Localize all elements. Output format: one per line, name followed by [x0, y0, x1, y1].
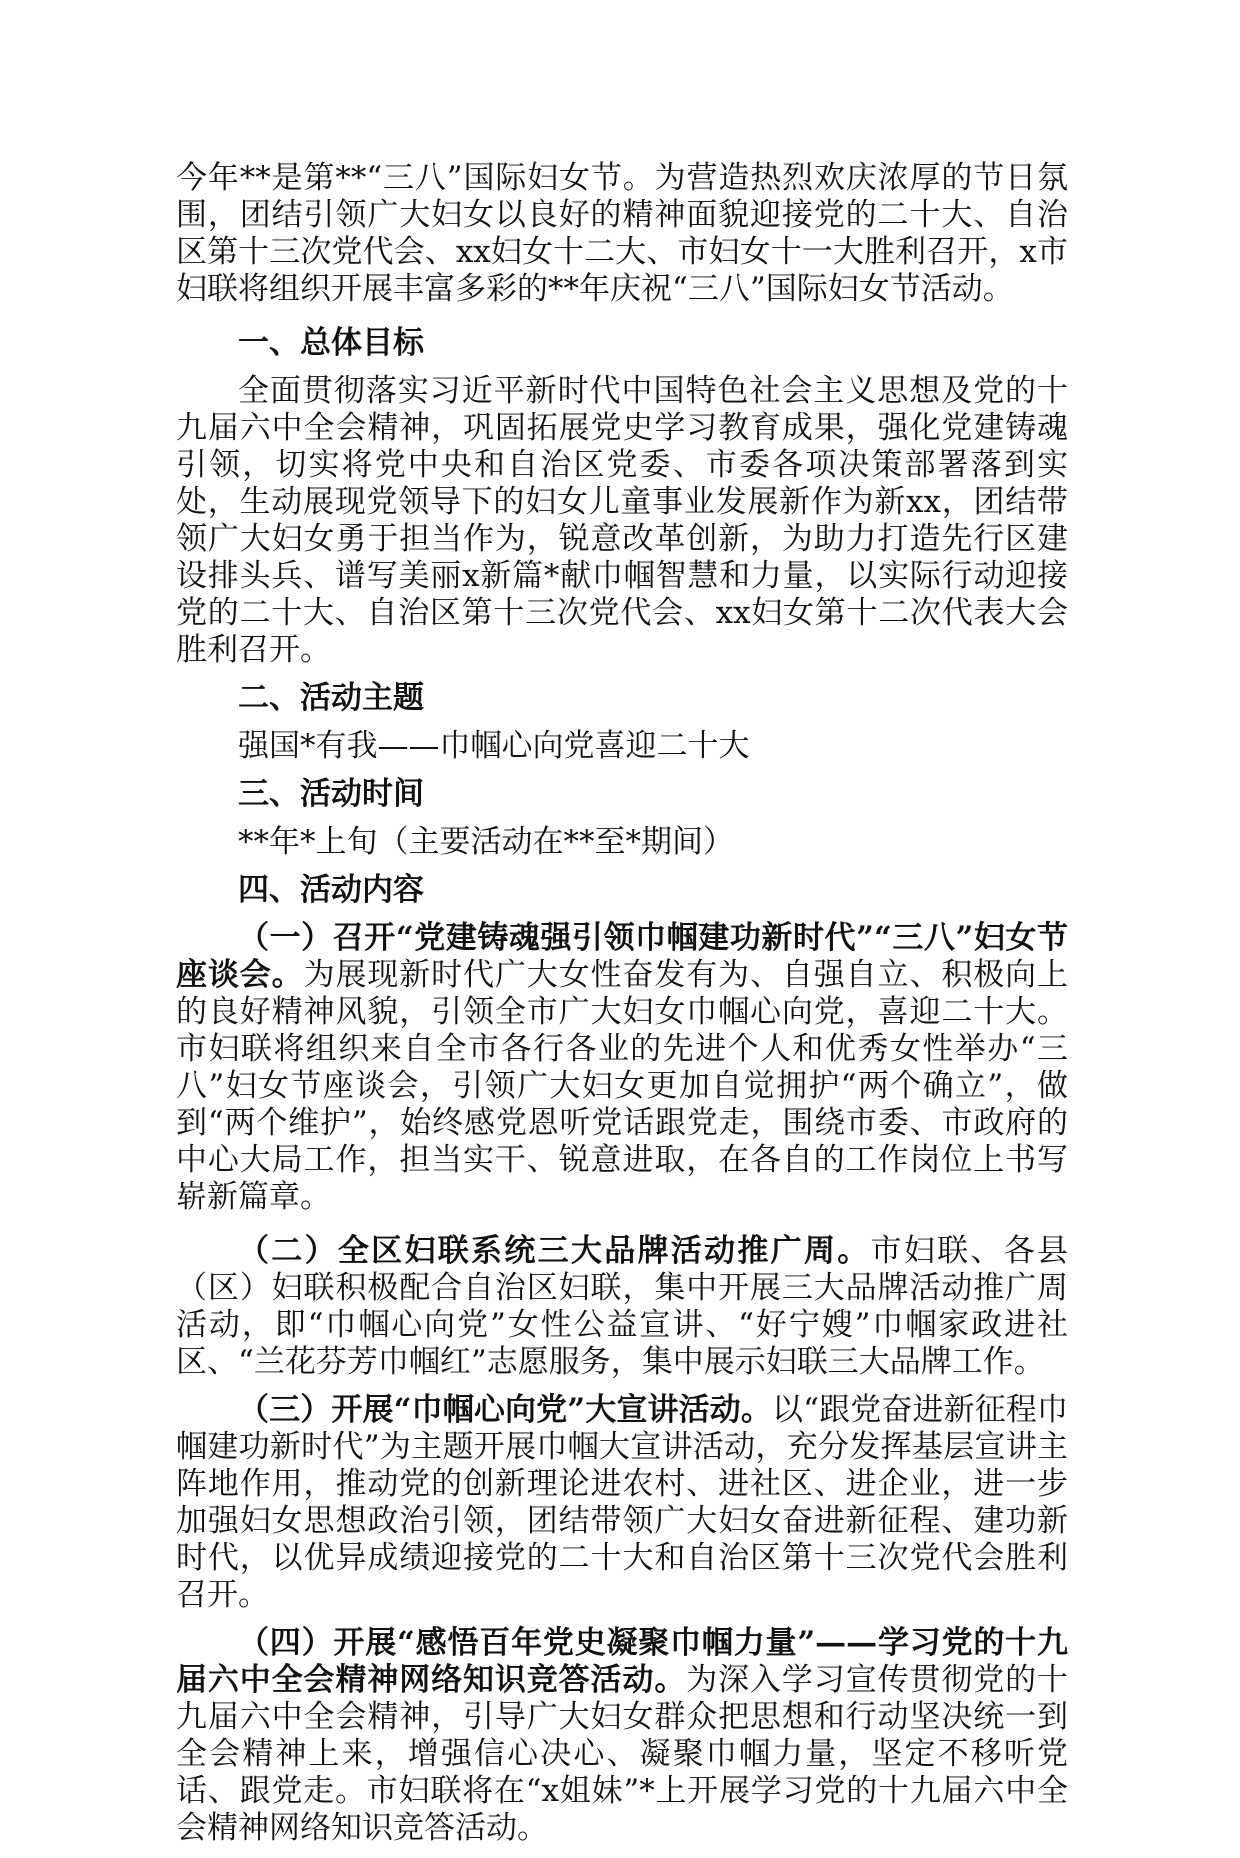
activity-title: （二）全区妇联系统三大品牌活动推广周。 — [238, 1233, 871, 1269]
section-body-goal: 全面贯彻落实习近平新时代中国特色社会主义思想及党的十九届六中全会精神，巩固拓展党史学习教育成果，强化党建铸魂引领，切实将党中央和自治区党委、市委各项决策部署落到实处，生动展现党领导下的妇女儿童事业发展新作为新xx，团结带领广大妇女勇于担当作为，锐意改革创新，为助力打造先行区建设排头兵、谱写美丽x新篇*献巾帼智慧和力量，以实际行动迎接党的二十大、自治区第十三次党代会、xx妇女第十二次代表大会胜利召开。 — [176, 373, 1068, 668]
document-page — [176, 160, 1068, 1858]
activity-title: （四）开展“感悟百年党史凝聚巾帼力量”——学习党的十九届六中全会精神网络知识竞答活动。 — [176, 1625, 1068, 1698]
intro-paragraph: 今年**是第**“三八”国际妇女节。为营造热烈欢庆浓厚的节日氛围，团结引领广大妇女以良好的精神面貌迎接党的二十大、自治区第十三次党代会、xx妇女十二大、市妇女十一大胜利召开，x市妇联将组织开展丰富多彩的**年庆祝“三八”国际妇女节活动。 — [176, 160, 1068, 307]
section-heading-goal: 一、总体目标 — [238, 325, 424, 361]
section-heading-content: 四、活动内容 — [238, 872, 424, 908]
activity-body: 为深入学习宣传贯彻党的十九届六中全会精神，引导广大妇女群众把思想和行动坚决统一到全会精神上来，增强信心决心、凝聚巾帼力量，坚定不移听党话、跟党走。市妇联将在“x姐妹”*上开展学习党的十九届六中全会精神网络知识竞答活动。 — [176, 1662, 1069, 1846]
activity-body: 市妇联、各县（区）妇联积极配合自治区妇联，集中开展三大品牌活动推广周活动，即“巾帼心向党”女性公益宣讲、“好宁嫂”巾帼家政进社区、“兰花芬芳巾帼红”志愿服务，集中展示妇联三大品牌工作。 — [176, 1233, 1069, 1380]
activity-paragraph — [176, 1625, 1068, 1847]
activity-body: 为展现新时代广大女性奋发有为、自强自立、积极向上的良好精神风貌，引领全市广大妇女巾帼心向党，喜迎二十大。市妇联将组织来自全市各行各业的先进个人和优秀女性举办“三八”妇女节座谈会，引领广大妇女更加自觉拥护“两个确立”，做到“两个维护”，始终感党恩听党话跟党走，围绕市委、市政府的中心大局工作，担当实干、锐意进取，在各自的工作岗位上书写崭新篇章。 — [176, 957, 1069, 1215]
activity-paragraph — [176, 1233, 1068, 1381]
activity-body: 以“跟党奋进新征程巾帼建功新时代”为主题开展巾帼大宣讲活动，充分发挥基层宣讲主阵地作用，推动党的创新理论进农村、进社区、进企业，进一步加强妇女思想政治引领，团结带领广大妇女奋进新征程、建功新时代，以优异成绩迎接党的二十大和自治区第十三次党代会胜利召开。 — [176, 1392, 1068, 1613]
activity-paragraph — [176, 920, 1068, 1216]
activity-title: （一）召开“党建铸魂强引领巾帼建功新时代”“三八”妇女节座谈会。 — [176, 920, 1068, 993]
activity-paragraph — [176, 1392, 1068, 1614]
section-body-theme: 强国*有我——巾帼心向党喜迎二十大 — [238, 728, 750, 764]
section-heading-theme: 二、活动主题 — [238, 680, 424, 716]
section-body-time: **年*上旬（主要活动在**至*期间） — [238, 824, 734, 860]
section-heading-time: 三、活动时间 — [238, 776, 424, 812]
activity-title: （三）开展“巾帼心向党”大宣讲活动。 — [238, 1392, 772, 1428]
